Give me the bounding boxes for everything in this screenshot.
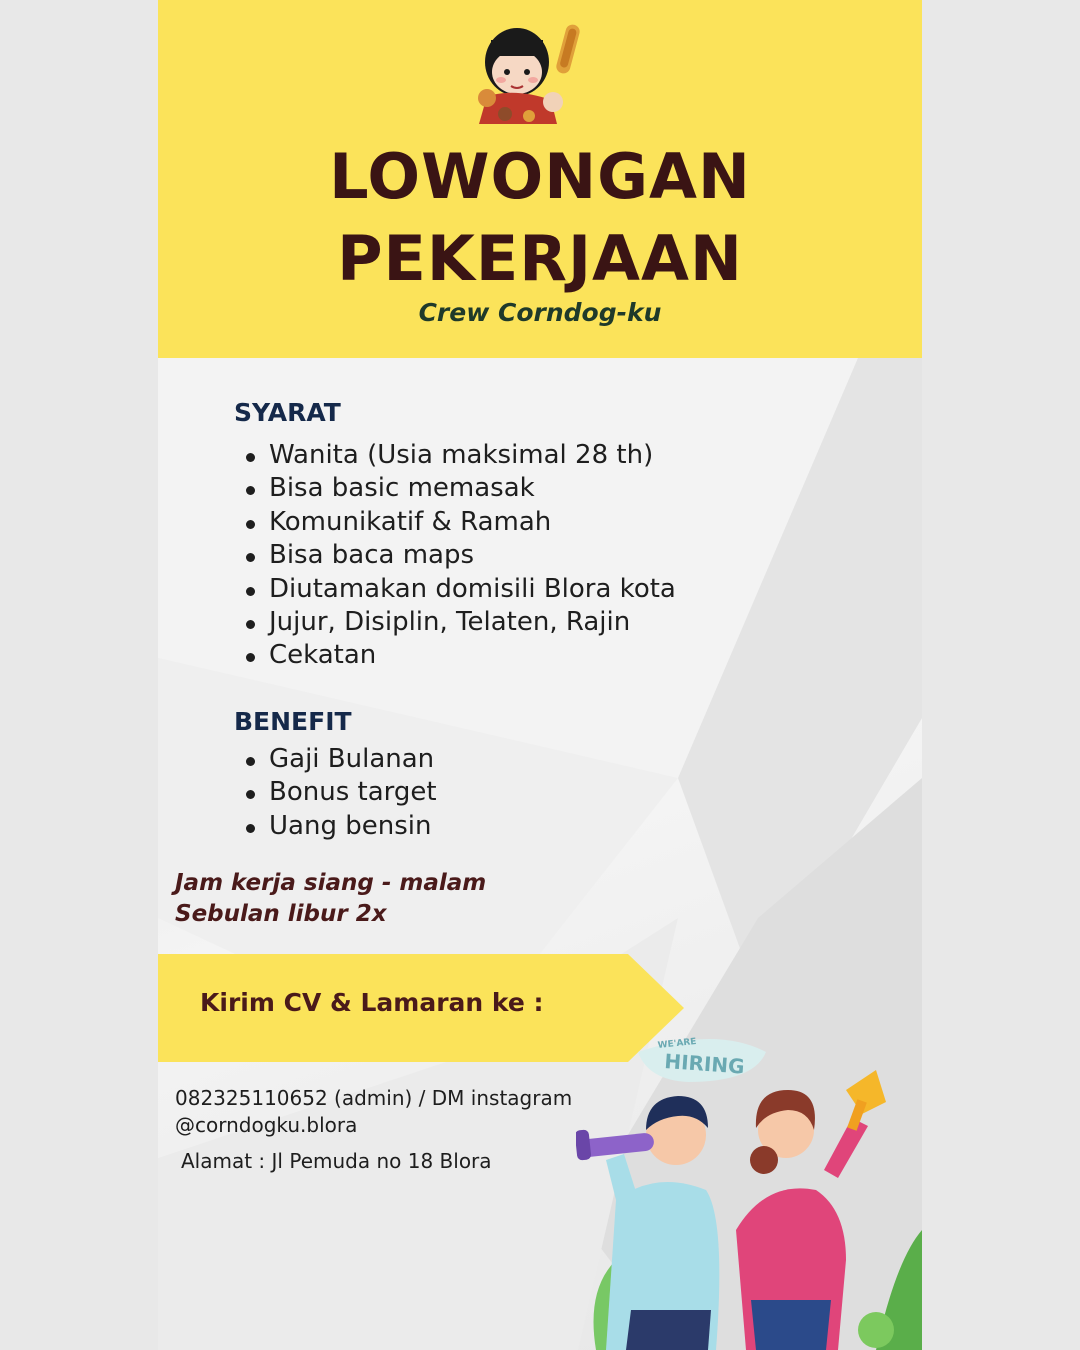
list-item (246, 606, 676, 639)
bullet-icon (246, 824, 255, 833)
list-item-text: Uang bensin (269, 810, 432, 841)
list-item (246, 472, 676, 505)
bullet-icon (246, 790, 255, 799)
bullet-icon (246, 486, 255, 495)
list-item-text: Cekatan (269, 640, 377, 671)
list-item-text: Komunikatif & Ramah (269, 506, 552, 537)
contact-address: Alamat : Jl Pemuda no 18 Blora (181, 1149, 492, 1173)
list-item-text: Diutamakan domisili Blora kota (269, 573, 676, 604)
bullet-icon (246, 587, 255, 596)
apply-label: Kirim CV & Lamaran ke : (200, 988, 544, 1017)
requirements-list (246, 439, 676, 673)
list-item (246, 810, 437, 843)
list-item (246, 573, 676, 606)
list-item (246, 506, 676, 539)
bullet-icon (246, 520, 255, 529)
list-item-text: Gaji Bulanan (269, 744, 435, 774)
working-hours-note: Jam kerja siang - malam (175, 870, 487, 896)
svg-text:HIRING: HIRING (663, 1049, 746, 1079)
svg-text:WE'ARE: WE'ARE (657, 1036, 697, 1051)
bullet-icon (246, 653, 255, 662)
hiring-illustration (576, 1030, 922, 1350)
requirements-heading: SYARAT (234, 398, 341, 427)
benefits-heading: BENEFIT (234, 707, 352, 736)
list-item (246, 776, 437, 809)
title-line-2: PEKERJAAN (337, 222, 743, 295)
corndog-mascot-logo (469, 18, 593, 126)
list-item-text: Wanita (Usia maksimal 28 th) (269, 440, 654, 470)
list-item-text: Bisa basic memasak (269, 473, 535, 504)
list-item (246, 743, 437, 776)
bullet-icon (246, 553, 255, 562)
job-poster (158, 0, 922, 1350)
subtitle: Crew Corndog-ku (418, 298, 662, 327)
list-item (246, 439, 676, 472)
contact-instagram: @corndogku.blora (175, 1113, 358, 1137)
header-band (158, 0, 922, 358)
bullet-icon (246, 620, 255, 629)
bullet-icon (246, 453, 255, 462)
list-item (246, 539, 676, 572)
list-item (246, 639, 676, 672)
title-line-1: LOWONGAN (329, 140, 751, 213)
days-off-note: Sebulan libur 2x (175, 901, 387, 927)
list-item-text: Jujur, Disiplin, Telaten, Rajin (269, 606, 631, 637)
list-item-text: Bisa baca maps (269, 540, 475, 571)
contact-phone: 082325110652 (admin) / DM instagram (175, 1086, 573, 1110)
bullet-icon (246, 757, 255, 766)
list-item-text: Bonus target (269, 777, 437, 808)
benefits-list (246, 743, 437, 843)
